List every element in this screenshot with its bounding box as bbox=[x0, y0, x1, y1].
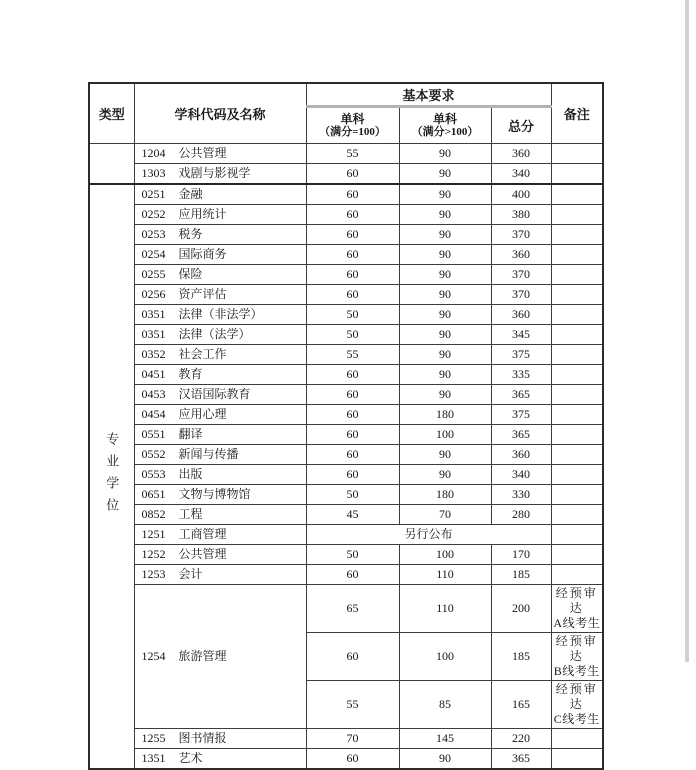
subject-cell bbox=[134, 444, 306, 464]
subject-code: 0351 bbox=[141, 326, 166, 341]
subject-code: 0454 bbox=[141, 406, 166, 421]
score-cell: 100 bbox=[399, 424, 491, 444]
total-cell: 370 bbox=[491, 224, 551, 244]
total-cell: 185 bbox=[491, 632, 551, 680]
table-row bbox=[89, 728, 603, 748]
score-cell: 90 bbox=[399, 244, 491, 264]
remark-line1: 经预审达 bbox=[555, 681, 598, 711]
score-cell: 90 bbox=[399, 224, 491, 244]
remark-cell-line-b bbox=[551, 632, 603, 680]
table-row bbox=[89, 404, 603, 424]
total-cell: 375 bbox=[491, 344, 551, 364]
type-cell-empty bbox=[89, 143, 134, 184]
subject-code: 0453 bbox=[141, 386, 166, 401]
table-row bbox=[89, 304, 603, 324]
total-cell: 170 bbox=[491, 544, 551, 564]
total-cell: 375 bbox=[491, 404, 551, 424]
score-cell: 100 bbox=[399, 544, 491, 564]
score-cell: 55 bbox=[306, 680, 399, 728]
score-cell: 60 bbox=[306, 632, 399, 680]
subject-cell bbox=[134, 504, 306, 524]
table-row bbox=[89, 224, 603, 244]
table-row bbox=[89, 384, 603, 404]
table-row bbox=[89, 324, 603, 344]
remark-cell bbox=[551, 524, 603, 544]
subject-name: 保险 bbox=[178, 266, 203, 281]
score-cell: 60 bbox=[306, 204, 399, 224]
score-cell: 70 bbox=[399, 504, 491, 524]
subject-cell bbox=[134, 748, 306, 769]
remark-cell bbox=[551, 544, 603, 564]
table-row bbox=[89, 264, 603, 284]
subject-cell bbox=[134, 304, 306, 324]
subject-cell bbox=[134, 224, 306, 244]
subject-code: 1303 bbox=[141, 165, 166, 180]
subject-cell bbox=[134, 564, 306, 584]
score-cell: 60 bbox=[306, 284, 399, 304]
remark-cell bbox=[551, 404, 603, 424]
total-cell: 200 bbox=[491, 584, 551, 632]
subject-cell bbox=[134, 464, 306, 484]
subject-name: 金融 bbox=[178, 186, 203, 201]
remark-cell bbox=[551, 344, 603, 364]
total-cell: 370 bbox=[491, 264, 551, 284]
subject-code: 0553 bbox=[141, 466, 166, 481]
subject-name: 汉语国际教育 bbox=[178, 386, 251, 401]
subject-name: 法律（非法学） bbox=[178, 306, 263, 321]
table-row bbox=[89, 364, 603, 384]
subject-cell bbox=[134, 284, 306, 304]
score-cell: 50 bbox=[306, 544, 399, 564]
subject-cell bbox=[134, 484, 306, 504]
table-row-announce-separately bbox=[89, 524, 603, 544]
score-cell: 50 bbox=[306, 324, 399, 344]
subject-name: 旅游管理 bbox=[178, 648, 227, 663]
score-cell: 60 bbox=[306, 184, 399, 205]
total-cell: 370 bbox=[491, 284, 551, 304]
score-cell: 90 bbox=[399, 344, 491, 364]
score-cell: 50 bbox=[306, 484, 399, 504]
table-row bbox=[89, 143, 603, 163]
score-cell: 70 bbox=[306, 728, 399, 748]
total-cell: 220 bbox=[491, 728, 551, 748]
subject-name: 艺术 bbox=[178, 750, 203, 765]
score-cell: 90 bbox=[399, 184, 491, 205]
remark-cell bbox=[551, 728, 603, 748]
table-row bbox=[89, 748, 603, 769]
score-cell: 55 bbox=[306, 143, 399, 163]
subject-name: 教育 bbox=[178, 366, 203, 381]
subject-name: 法律（法学） bbox=[178, 326, 251, 341]
remark-line1: 经预审达 bbox=[555, 633, 598, 663]
subject-name: 公共管理 bbox=[178, 145, 227, 160]
header-single-100 bbox=[306, 106, 399, 143]
subject-cell bbox=[134, 364, 306, 384]
remark-cell bbox=[551, 504, 603, 524]
total-cell: 360 bbox=[491, 244, 551, 264]
subject-code: 0252 bbox=[141, 206, 166, 221]
score-cell: 90 bbox=[399, 284, 491, 304]
header-basic-requirements: 基本要求 bbox=[306, 83, 551, 106]
subject-name: 应用心理 bbox=[178, 406, 227, 421]
subject-cell bbox=[134, 524, 306, 544]
header-single-gt100 bbox=[399, 106, 491, 143]
subject-code: 0352 bbox=[141, 346, 166, 361]
subject-name: 应用统计 bbox=[178, 206, 227, 221]
score-cell: 60 bbox=[306, 224, 399, 244]
remark-line1: 经预审达 bbox=[555, 585, 598, 615]
subject-cell bbox=[134, 244, 306, 264]
subject-cell bbox=[134, 204, 306, 224]
score-cell: 60 bbox=[306, 424, 399, 444]
score-cell: 60 bbox=[306, 384, 399, 404]
remark-cell bbox=[551, 284, 603, 304]
remark-cell bbox=[551, 748, 603, 769]
total-cell: 280 bbox=[491, 504, 551, 524]
subject-code: 0255 bbox=[141, 266, 166, 281]
table-row-tourism-a bbox=[89, 584, 603, 632]
subject-code: 0253 bbox=[141, 226, 166, 241]
remark-cell bbox=[551, 384, 603, 404]
table-row bbox=[89, 504, 603, 524]
subject-code: 1204 bbox=[141, 145, 166, 160]
remark-cell bbox=[551, 184, 603, 205]
subject-code: 0251 bbox=[141, 186, 166, 201]
score-cell: 60 bbox=[306, 404, 399, 424]
table-row bbox=[89, 444, 603, 464]
score-cell: 90 bbox=[399, 464, 491, 484]
remark-line2: A线考生 bbox=[553, 615, 601, 630]
score-cell: 60 bbox=[306, 464, 399, 484]
total-cell: 365 bbox=[491, 748, 551, 769]
remark-cell bbox=[551, 484, 603, 504]
subject-code: 1254 bbox=[141, 648, 166, 663]
subject-cell bbox=[134, 544, 306, 564]
type-label-vertical: 专业学位 bbox=[104, 432, 120, 520]
score-cell: 90 bbox=[399, 163, 491, 184]
header-single-100-line1: 单科 bbox=[340, 111, 365, 126]
subject-name: 图书情报 bbox=[178, 730, 227, 745]
remark-cell bbox=[551, 163, 603, 184]
header-type: 类型 bbox=[89, 83, 134, 143]
subject-code: 1252 bbox=[141, 546, 166, 561]
subject-name: 公共管理 bbox=[178, 546, 227, 561]
announce-separately-cell: 另行公布 bbox=[306, 524, 551, 544]
score-cell: 50 bbox=[306, 304, 399, 324]
subject-cell bbox=[134, 184, 306, 205]
table-row bbox=[89, 244, 603, 264]
type-cell-professional bbox=[89, 184, 134, 769]
score-cell: 60 bbox=[306, 748, 399, 769]
subject-cell bbox=[134, 264, 306, 284]
subject-name: 国际商务 bbox=[178, 246, 227, 261]
total-cell: 365 bbox=[491, 424, 551, 444]
table-row bbox=[89, 284, 603, 304]
score-cell: 60 bbox=[306, 244, 399, 264]
subject-code: 0551 bbox=[141, 426, 166, 441]
subject-cell bbox=[134, 424, 306, 444]
table-row bbox=[89, 464, 603, 484]
score-cell: 85 bbox=[399, 680, 491, 728]
subject-name: 工程 bbox=[178, 506, 203, 521]
subject-code: 0651 bbox=[141, 486, 166, 501]
table-row bbox=[89, 204, 603, 224]
remark-cell bbox=[551, 324, 603, 344]
remark-cell bbox=[551, 204, 603, 224]
score-cell: 90 bbox=[399, 364, 491, 384]
total-cell: 335 bbox=[491, 364, 551, 384]
score-cell: 90 bbox=[399, 143, 491, 163]
score-cell: 100 bbox=[399, 632, 491, 680]
remark-cell bbox=[551, 364, 603, 384]
total-cell: 345 bbox=[491, 324, 551, 344]
subject-name: 戏剧与影视学 bbox=[178, 165, 251, 180]
total-cell: 185 bbox=[491, 564, 551, 584]
remark-cell bbox=[551, 143, 603, 163]
remark-cell-line-c bbox=[551, 680, 603, 728]
remark-cell bbox=[551, 464, 603, 484]
total-cell: 330 bbox=[491, 484, 551, 504]
header-subject: 学科代码及名称 bbox=[134, 83, 306, 143]
subject-name: 翻译 bbox=[178, 426, 203, 441]
remark-cell bbox=[551, 224, 603, 244]
score-cell: 60 bbox=[306, 264, 399, 284]
subject-name: 新闻与传播 bbox=[178, 446, 239, 461]
total-cell: 380 bbox=[491, 204, 551, 224]
remark-cell bbox=[551, 564, 603, 584]
score-cell: 55 bbox=[306, 344, 399, 364]
header-single-100-line2: （满分=100） bbox=[319, 125, 386, 138]
score-cell: 90 bbox=[399, 264, 491, 284]
subject-cell-tourism bbox=[134, 584, 306, 728]
score-cell: 145 bbox=[399, 728, 491, 748]
subject-code: 0852 bbox=[141, 506, 166, 521]
remark-line2: C线考生 bbox=[553, 711, 600, 726]
total-cell: 165 bbox=[491, 680, 551, 728]
subject-cell bbox=[134, 163, 306, 184]
header-remark: 备注 bbox=[551, 83, 603, 143]
score-cell: 65 bbox=[306, 584, 399, 632]
remark-cell bbox=[551, 444, 603, 464]
subject-name: 会计 bbox=[178, 566, 203, 581]
score-cell: 60 bbox=[306, 364, 399, 384]
score-cell: 45 bbox=[306, 504, 399, 524]
remark-line2: B线考生 bbox=[553, 663, 600, 678]
remark-cell bbox=[551, 264, 603, 284]
subject-cell bbox=[134, 143, 306, 163]
table-row bbox=[89, 484, 603, 504]
subject-code: 0451 bbox=[141, 366, 166, 381]
subject-name: 文物与博物馆 bbox=[178, 486, 251, 501]
subject-cell bbox=[134, 344, 306, 364]
remark-cell bbox=[551, 424, 603, 444]
subject-cell bbox=[134, 324, 306, 344]
header-total: 总分 bbox=[491, 106, 551, 143]
page-edge-shadow bbox=[685, 0, 689, 662]
table-row bbox=[89, 424, 603, 444]
score-cell: 60 bbox=[306, 564, 399, 584]
subject-cell bbox=[134, 384, 306, 404]
table-row bbox=[89, 544, 603, 564]
score-cell: 90 bbox=[399, 204, 491, 224]
score-cell: 110 bbox=[399, 564, 491, 584]
remark-cell-line-a bbox=[551, 584, 603, 632]
subject-code: 0552 bbox=[141, 446, 166, 461]
score-cell: 90 bbox=[399, 748, 491, 769]
table-row bbox=[89, 184, 603, 205]
total-cell: 400 bbox=[491, 184, 551, 205]
subject-code: 1251 bbox=[141, 526, 166, 541]
subject-cell bbox=[134, 404, 306, 424]
score-cell: 180 bbox=[399, 404, 491, 424]
subject-code: 1255 bbox=[141, 730, 166, 745]
score-cell: 60 bbox=[306, 444, 399, 464]
subject-code: 1253 bbox=[141, 566, 166, 581]
score-cell: 90 bbox=[399, 384, 491, 404]
subject-name: 出版 bbox=[178, 466, 203, 481]
subject-code: 0351 bbox=[141, 306, 166, 321]
subject-cell bbox=[134, 728, 306, 748]
remark-cell bbox=[551, 304, 603, 324]
score-cell: 60 bbox=[306, 163, 399, 184]
subject-name: 工商管理 bbox=[178, 526, 227, 541]
total-cell: 360 bbox=[491, 304, 551, 324]
score-cell: 90 bbox=[399, 324, 491, 344]
score-cell: 110 bbox=[399, 584, 491, 632]
subject-name: 税务 bbox=[178, 226, 203, 241]
subject-code: 1351 bbox=[141, 750, 166, 765]
table-row bbox=[89, 344, 603, 364]
score-cell: 90 bbox=[399, 304, 491, 324]
total-cell: 340 bbox=[491, 464, 551, 484]
header-single-gt100-line1: 单科 bbox=[432, 111, 457, 126]
score-cell: 180 bbox=[399, 484, 491, 504]
total-cell: 340 bbox=[491, 163, 551, 184]
total-cell: 360 bbox=[491, 143, 551, 163]
score-cell: 90 bbox=[399, 444, 491, 464]
header-row-1 bbox=[89, 83, 603, 106]
subject-code: 0254 bbox=[141, 246, 166, 261]
total-cell: 365 bbox=[491, 384, 551, 404]
remark-cell bbox=[551, 244, 603, 264]
table-row bbox=[89, 564, 603, 584]
table-row bbox=[89, 163, 603, 184]
subject-code: 0256 bbox=[141, 286, 166, 301]
subject-name: 资产评估 bbox=[178, 286, 227, 301]
total-cell: 360 bbox=[491, 444, 551, 464]
subject-name: 社会工作 bbox=[178, 346, 227, 361]
score-table bbox=[88, 82, 604, 770]
header-single-gt100-line2: （满分>100） bbox=[411, 125, 479, 138]
